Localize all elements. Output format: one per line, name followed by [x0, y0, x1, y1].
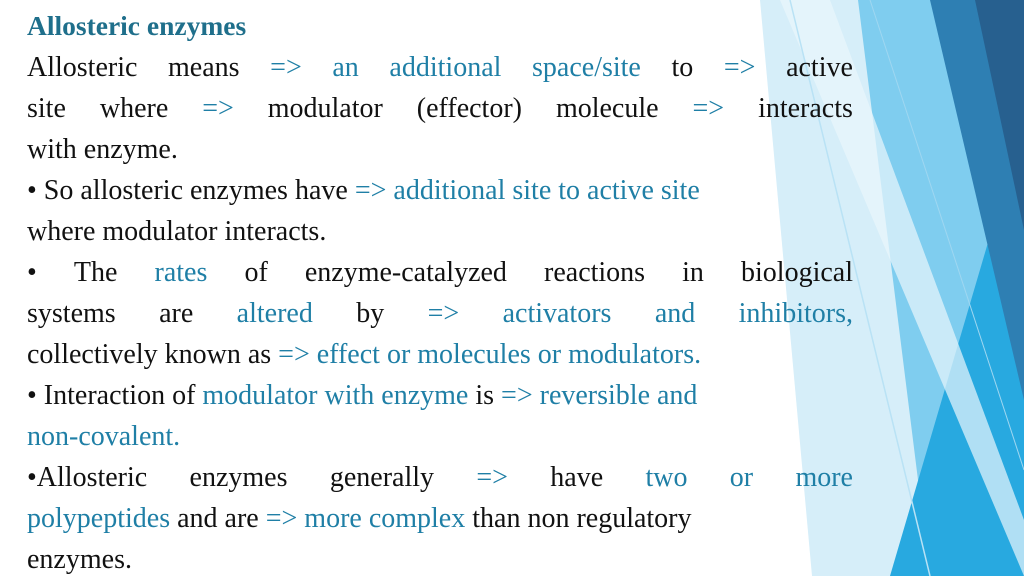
body-text: site [27, 93, 66, 124]
body-text: with enzyme. [27, 134, 178, 165]
highlighted-text: and [654, 298, 696, 329]
highlighted-text: more [795, 462, 853, 493]
highlighted-text: => more complex [265, 503, 466, 534]
highlighted-text: => additional site to active site [354, 175, 700, 206]
body-text: •Allosteric [27, 462, 148, 493]
highlighted-text: rates [154, 257, 208, 288]
body-text: in [682, 257, 704, 288]
body-text: Allosteric [27, 52, 138, 83]
body-text: to [671, 52, 694, 83]
text-line [27, 376, 853, 416]
body-text: are [159, 298, 194, 329]
body-text: means [168, 52, 240, 83]
highlighted-text: or [729, 462, 754, 493]
highlighted-text: additional [389, 52, 502, 83]
text-line [27, 253, 853, 293]
text-line [27, 130, 853, 170]
highlighted-text: => [692, 93, 725, 124]
highlighted-text: modulator with enzyme [202, 380, 469, 411]
body-text: of [244, 257, 268, 288]
highlighted-text: two [645, 462, 688, 493]
body-text: have [550, 462, 604, 493]
slide-title: Allosteric enzymes [27, 10, 247, 41]
body-text: enzymes [189, 462, 288, 493]
highlighted-text: => [270, 52, 302, 83]
highlighted-text: inhibitors, [738, 298, 853, 329]
text-line [27, 499, 853, 539]
highlighted-text: activators [502, 298, 612, 329]
body-text: by [356, 298, 385, 329]
body-text: than non regulatory [465, 503, 692, 534]
highlighted-text: non-covalent. [27, 421, 181, 452]
body-text: and are [170, 503, 266, 534]
text-line [27, 171, 853, 211]
highlighted-text: => [723, 52, 756, 83]
body-text: • Interaction of [27, 380, 203, 411]
body-text: • So allosteric enzymes have [27, 175, 355, 206]
body-text: modulator [267, 93, 383, 124]
text-line [27, 89, 853, 129]
body-text: systems [27, 298, 116, 329]
body-text: molecule [555, 93, 659, 124]
text-line [27, 540, 853, 580]
text-line [27, 212, 853, 252]
body-text: reactions [544, 257, 646, 288]
body-text: collectively known as [27, 339, 279, 370]
body-text: enzyme-catalyzed [304, 257, 507, 288]
body-text: enzymes. [27, 544, 132, 575]
text-line [27, 417, 853, 457]
highlighted-text: => effect or molecules or modulators. [278, 339, 702, 370]
highlighted-text: space/site [532, 52, 641, 83]
highlighted-text: altered [236, 298, 313, 329]
body-text: • [27, 257, 37, 288]
body-text: active [786, 52, 853, 83]
text-line [27, 458, 853, 498]
text-line [27, 48, 853, 88]
body-text: (effector) [416, 93, 522, 124]
body-text: interacts [758, 93, 853, 124]
highlighted-text: => [202, 93, 234, 124]
highlighted-text: an [332, 52, 359, 83]
body-text: The [73, 257, 118, 288]
highlighted-text: => [476, 462, 508, 493]
text-line [27, 335, 853, 375]
body-text: biological [741, 257, 853, 288]
body-text: generally [329, 462, 435, 493]
highlighted-text: polypeptides [27, 503, 171, 534]
body-text: where modulator interacts. [27, 216, 327, 247]
body-text: is [468, 380, 502, 411]
body-text: where [99, 93, 169, 124]
highlighted-text: => reversible and [501, 380, 698, 411]
text-line [27, 294, 853, 334]
highlighted-text: => [427, 298, 460, 329]
